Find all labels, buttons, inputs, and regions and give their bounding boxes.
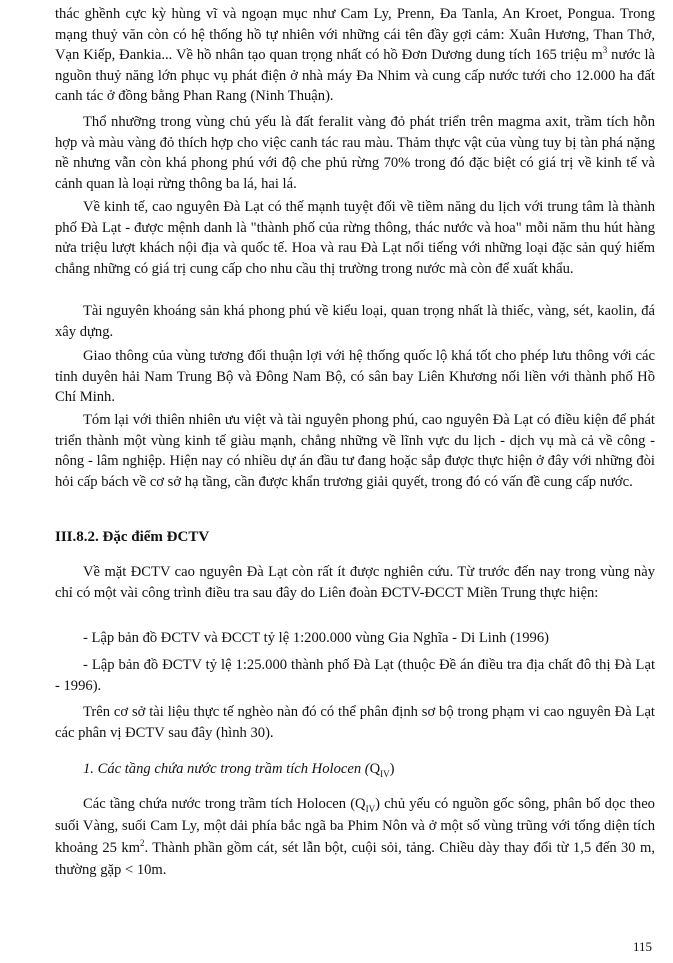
superscript: 3 — [602, 45, 608, 56]
page-number: 115 — [633, 939, 653, 954]
text-run: 1. Các tầng chứa nước trong trầm tích Holocen ( — [83, 761, 370, 777]
subscript: IV — [380, 768, 390, 779]
text-run: Q — [369, 761, 381, 777]
paragraph-units: Trên cơ sở tài liệu thực tế nghèo nàn đó có thể phân định sơ bộ trong phạm vi cao nguyên Đà Lạt các phân vị ĐCTV sau đây (hình 30). — [55, 704, 655, 741]
text-run: Các tầng chứa nước trong trầm tích Holocen (Q — [83, 796, 366, 812]
text-run: thác ghềnh cực kỳ hùng vĩ và ngoạn mục như Cam Ly, Prenn, Đa Tanla, An Kroet, Pongua. Trong mạng thuỷ văn còn có hệ thống hồ tự nhiên với những cái tên đầy gợi cảm: Xuân Hương, Than Thở, Vạn Kiếp, Đankia... Về hồ nhân tạo quan trọng nhất có hồ Đơn Dương dung tích 165 triệu m — [55, 6, 655, 64]
list-item-2: - Lập bản đồ ĐCTV tỷ lệ 1:25.000 thành phố Đà Lạt (thuộc Đề án điều tra địa chất đô thị Đà Lạt - 1996). — [55, 657, 655, 694]
paragraph-soil: Thổ nhưỡng trong vùng chủ yếu là đất feralit vàng đỏ phát triển trên magma axit, trầm tích hỗn hợp và màu vàng đỏ thích hợp cho việc canh tác rau màu. Thảm thực vật của vùng tuy bị tàn phá nặng nề nhưng vẫn còn khá phong phú với độ che phủ rừng 70% trong đó đặc biệt có giá trị về kinh tế và cảnh quan là loại rừng thông ba lá, hai lá. — [55, 114, 655, 192]
paragraph-holocene — [55, 793, 655, 881]
section-heading: III.8.2. Đặc điểm ĐCTV — [55, 529, 210, 545]
paragraph-transport: Giao thông của vùng tương đối thuận lợi với hệ thống quốc lộ khá tốt cho phép lưu thông với các tỉnh duyên hải Nam Trung Bộ và Đông Nam Bộ, có sân bay Liên Khương nối liền với thành phố Hồ Chí Minh. — [55, 348, 655, 406]
text-run: ) — [389, 761, 395, 777]
paragraph-summary: Tóm lại với thiên nhiên ưu việt và tài nguyên phong phú, cao nguyên Đà Lạt có điều kiện để phát triển thành một vùng kinh tế giàu mạnh, chẳng những về lĩnh vực du lịch - dịch vụ mà cả về công - nông - lâm nghiệp. Hiện nay có nhiều dự án đầu tư đang hoặc sắp được thực hiện ở đây với những đòi hỏi cấp bách về cơ sở hạ tầng, cần được khẩn trương giải quyết, trong đó có vấn đề cung cấp nước. — [55, 412, 655, 490]
paragraph-research: Về mặt ĐCTV cao nguyên Đà Lạt còn rất ít được nghiên cứu. Từ trước đến nay trong vùng này chỉ có một vài công trình điều tra sau đây do Liên đoàn ĐCTV-ĐCCT Miền Trung thực hiện: — [55, 564, 655, 601]
text-run: nước là nguồn thuỷ năng lớn phục vụ phát điện ở nhà máy Đa Nhim và cung cấp nước tưới cho 12.000 ha đất canh tác ở đồng bằng Phan Rang (Ninh Thuận). — [55, 47, 656, 105]
text-run: . Thành phần gồm cát, sét lẫn bột, cuội sỏi, tảng. Chiều dày thay đổi từ 1,5 đến 30 m, thường gặp < 10m. — [55, 840, 655, 878]
subsection-heading — [83, 759, 395, 780]
paragraph-economy: Về kinh tế, cao nguyên Đà Lạt có thế mạnh tuyệt đối về tiềm năng du lịch với trung tâm là thành phố Đà Lạt - được mệnh danh là "thành phố của rừng thông, thác nước và hoa" mỗi năm thu hút hàng nửa triệu lượt khách nội địa và quốc tế. Hoa và rau Đà Lạt nổi tiếng với những loại đặc sản quý hiếm chẳng những có giá trị cung cấp cho nhu cầu thị trường trong nước mà còn để xuất khẩu. — [55, 199, 655, 277]
paragraph-hydrology — [55, 4, 655, 107]
paragraph-minerals: Tài nguyên khoáng sản khá phong phú về kiểu loại, quan trọng nhất là thiếc, vàng, sét, kaolin, đá xây dựng. — [55, 303, 655, 340]
subscript: IV — [365, 803, 376, 814]
list-item-1: - Lập bản đồ ĐCTV và ĐCCT tỷ lệ 1:200.000 vùng Gia Nghĩa - Di Linh (1996) — [83, 630, 549, 646]
superscript: 2 — [139, 838, 145, 849]
text-run: ) chủ yếu có nguồn gốc sông, phân bố dọc theo suối Vàng, suối Cam Ly, một dải phía bắc ngã ba Phim Nôn và ở một số vùng trũng với tổng diện tích khoảng 25 km — [55, 796, 655, 856]
